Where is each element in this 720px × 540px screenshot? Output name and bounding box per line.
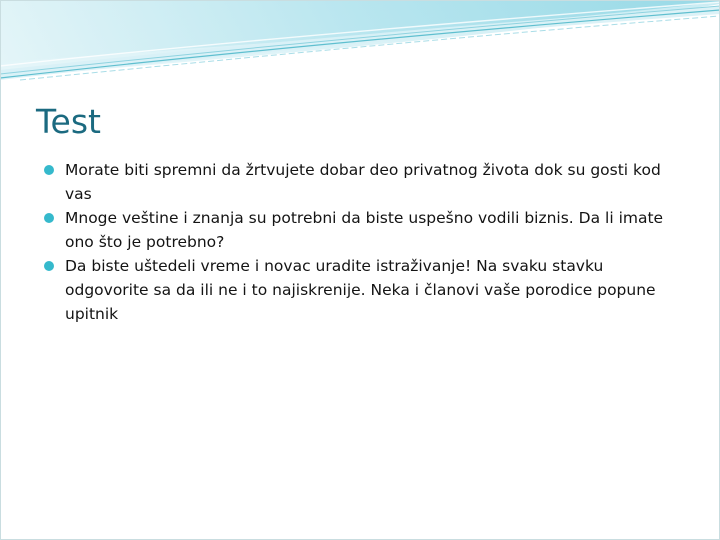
bullet-text: Da biste uštedeli vreme i novac uradite istraživanje! Na svaku stavku odgovorite sa da ili ne i to najiskrenije. Neka i članovi vaše porodice popune upitnik <box>65 257 656 323</box>
bullet-item <box>44 254 664 326</box>
bullet-item <box>44 158 664 206</box>
bullet-item <box>44 206 664 254</box>
bullet-text: Mnoge veštine i znanja su potrebni da biste uspešno vodili biznis. Da li imate ono što je potrebno? <box>65 209 664 251</box>
bullet-text: Morate biti spremni da žrtvujete dobar deo privatnog života dok su gosti kod vas <box>65 161 661 203</box>
bullet-dot-icon <box>44 213 54 223</box>
bullet-dot-icon <box>44 261 54 271</box>
header-wave-decoration <box>0 0 720 90</box>
bullet-list <box>44 158 664 326</box>
bullet-dot-icon <box>44 165 54 175</box>
slide-title: Test <box>36 102 101 141</box>
